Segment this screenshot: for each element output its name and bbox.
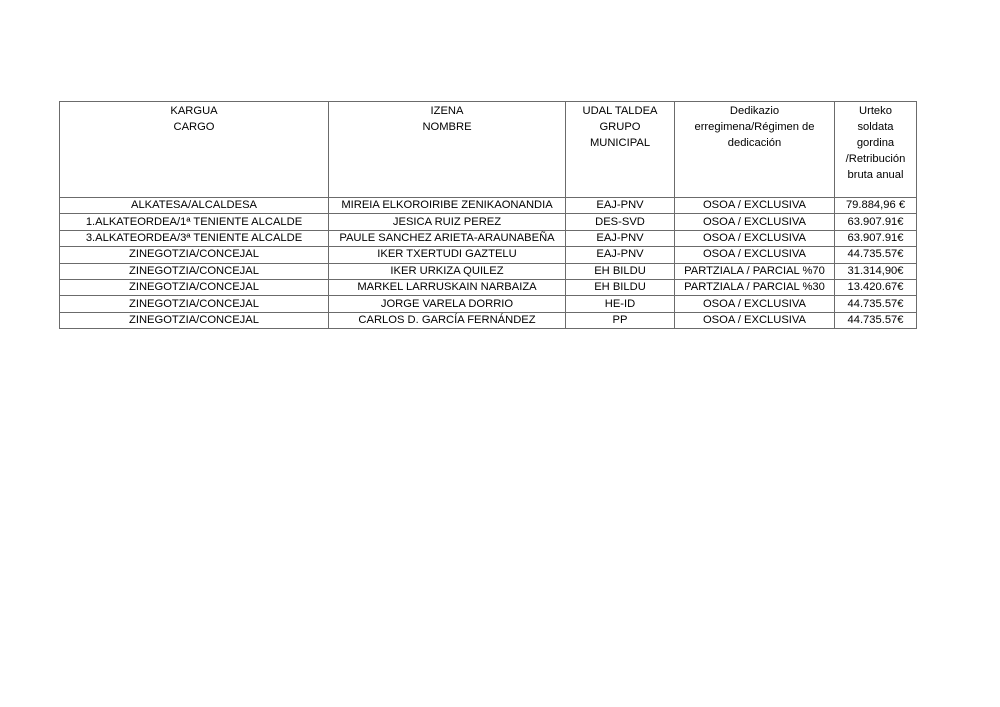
cell-retribucion: 63.907.91€ [835, 214, 917, 230]
table-row [60, 198, 917, 214]
cell-grupo: EAJ-PNV [566, 247, 675, 263]
cell-grupo: DES-SVD [566, 214, 675, 230]
header-line: Dedikazio [729, 105, 780, 117]
header-line: NOMBRE [422, 121, 472, 133]
cell-grupo: EAJ-PNV [566, 198, 675, 214]
cell-grupo: HE-ID [566, 296, 675, 312]
header-line: CARGO [173, 121, 215, 133]
cell-dedicacion: OSOA / EXCLUSIVA [675, 230, 835, 246]
header-line: KARGUA [170, 105, 218, 117]
cell-dedicacion: OSOA / EXCLUSIVA [675, 214, 835, 230]
table-row [60, 312, 917, 328]
cell-grupo: EH BILDU [566, 263, 675, 279]
table-header-row [60, 102, 917, 198]
cell-grupo: EAJ-PNV [566, 230, 675, 246]
header-cargo [60, 102, 329, 198]
document-page [59, 101, 917, 329]
table-row [60, 296, 917, 312]
cell-nombre: IKER URKIZA QUILEZ [329, 263, 566, 279]
cell-dedicacion: OSOA / EXCLUSIVA [675, 312, 835, 328]
header-retribucion [835, 102, 917, 198]
header-line: MUNICIPAL [589, 137, 651, 149]
cell-retribucion: 79.884,96 € [835, 198, 917, 214]
cell-dedicacion: OSOA / EXCLUSIVA [675, 247, 835, 263]
header-line: erregimena/Régimen de [694, 121, 815, 133]
table-row [60, 263, 917, 279]
salary-table [59, 101, 917, 329]
cell-nombre: PAULE SANCHEZ ARIETA-ARAUNABEÑA [329, 230, 566, 246]
header-line: GRUPO [599, 121, 641, 133]
cell-cargo: ZINEGOTZIA/CONCEJAL [60, 279, 329, 295]
cell-nombre: JORGE VARELA DORRIO [329, 296, 566, 312]
table-row [60, 247, 917, 263]
cell-dedicacion: PARTZIALA / PARCIAL %30 [675, 279, 835, 295]
header-line: bruta anual [847, 169, 904, 181]
cell-cargo: ZINEGOTZIA/CONCEJAL [60, 263, 329, 279]
header-grupo [566, 102, 675, 198]
cell-retribucion: 13.420.67€ [835, 279, 917, 295]
header-line: Urteko [859, 105, 892, 117]
header-line: UDAL TALDEA [582, 105, 658, 117]
cell-cargo: ZINEGOTZIA/CONCEJAL [60, 312, 329, 328]
cell-grupo: EH BILDU [566, 279, 675, 295]
cell-dedicacion: OSOA / EXCLUSIVA [675, 198, 835, 214]
cell-cargo: ZINEGOTZIA/CONCEJAL [60, 296, 329, 312]
table-row [60, 279, 917, 295]
header-line: soldata [857, 121, 894, 133]
cell-retribucion: 44.735.57€ [835, 296, 917, 312]
cell-retribucion: 31.314,90€ [835, 263, 917, 279]
cell-cargo: ZINEGOTZIA/CONCEJAL [60, 247, 329, 263]
cell-dedicacion: OSOA / EXCLUSIVA [675, 296, 835, 312]
cell-cargo: 3.ALKATEORDEA/3ª TENIENTE ALCALDE [60, 230, 329, 246]
header-nombre [329, 102, 566, 198]
cell-retribucion: 44.735.57€ [835, 247, 917, 263]
cell-retribucion: 44.735.57€ [835, 312, 917, 328]
header-dedicacion [675, 102, 835, 198]
cell-cargo: 1.ALKATEORDEA/1ª TENIENTE ALCALDE [60, 214, 329, 230]
cell-nombre: MIREIA ELKOROIRIBE ZENIKAONANDIA [329, 198, 566, 214]
table-row [60, 214, 917, 230]
cell-nombre: CARLOS D. GARCÍA FERNÁNDEZ [329, 312, 566, 328]
header-line: /Retribución [845, 153, 906, 165]
cell-nombre: JESICA RUIZ PEREZ [329, 214, 566, 230]
cell-nombre: IKER TXERTUDI GAZTELU [329, 247, 566, 263]
cell-cargo: ALKATESA/ALCALDESA [60, 198, 329, 214]
cell-grupo: PP [566, 312, 675, 328]
header-line: gordina [856, 137, 895, 149]
cell-nombre: MARKEL LARRUSKAIN NARBAIZA [329, 279, 566, 295]
cell-retribucion: 63.907.91€ [835, 230, 917, 246]
cell-dedicacion: PARTZIALA / PARCIAL %70 [675, 263, 835, 279]
header-line: IZENA [430, 105, 464, 117]
header-line: dedicación [727, 137, 782, 149]
table-row [60, 230, 917, 246]
